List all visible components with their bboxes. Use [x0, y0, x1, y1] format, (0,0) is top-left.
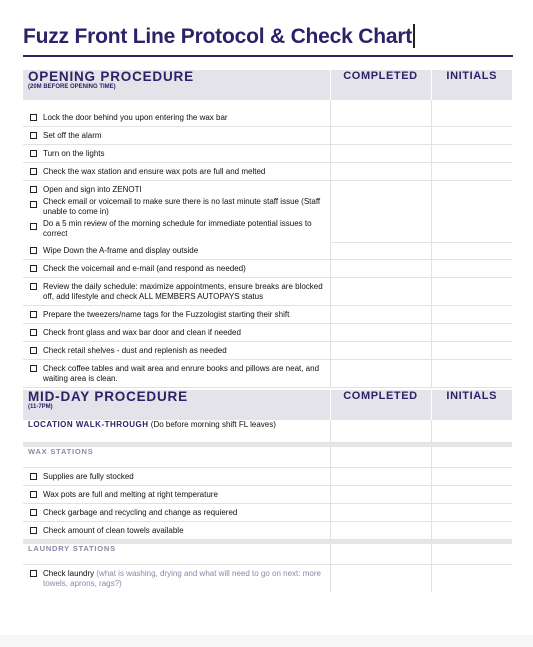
initials-cell[interactable]: [431, 468, 512, 486]
completed-cell[interactable]: [330, 420, 431, 443]
checkbox[interactable]: [30, 570, 37, 577]
initials-cell[interactable]: [431, 306, 512, 324]
checkbox[interactable]: [30, 311, 37, 318]
initials-cell[interactable]: [431, 342, 512, 360]
checkbox[interactable]: [30, 265, 37, 272]
walkthrough-note: (Do before morning shift FL leaves): [150, 420, 276, 429]
completed-cell[interactable]: [330, 181, 431, 243]
initials-cell[interactable]: [431, 145, 512, 163]
initials-cell[interactable]: [431, 504, 512, 522]
checklist-row: [23, 163, 512, 181]
initials-cell[interactable]: [431, 565, 512, 593]
checklist-row: [23, 324, 512, 342]
checklist-row: [23, 504, 512, 522]
item-note: (what is washing, drying and what will need to go on next: more towels, aprons, rags?): [43, 569, 321, 588]
item-text: Check retail shelves - dust and replenish as needed: [43, 346, 227, 355]
checklist-row: [23, 306, 512, 324]
completed-cell[interactable]: [330, 163, 431, 181]
checkbox[interactable]: [30, 527, 37, 534]
item-text: Check coffee tables and wait area and enrure books and pillows are neat, and waiting area is clean.: [43, 364, 320, 383]
checklist-row: [23, 360, 512, 388]
wax-stations-row: [23, 447, 512, 468]
item-text: Open and sign into ZENOTI: [43, 185, 142, 194]
checklist-row: [23, 342, 512, 360]
item-text: Set off the alarm: [43, 131, 102, 140]
item-text: Check the voicemail and e-mail (and respond as needed): [43, 264, 246, 273]
initials-cell[interactable]: [431, 278, 512, 306]
checklist-row: [23, 181, 512, 243]
opening-section-subtitle: (20M BEFORE OPENING TIME): [28, 84, 116, 90]
completed-cell[interactable]: [330, 522, 431, 540]
checklist-row: [23, 260, 512, 278]
item-text: Check garbage and recycling and change as requiered: [43, 508, 238, 517]
checkbox[interactable]: [30, 283, 37, 290]
checklist-row: [23, 145, 512, 163]
item-text: Do a 5 min review of the morning schedule for immediate potential issues to correct: [43, 219, 312, 238]
checklist-row: [23, 468, 512, 486]
checkbox[interactable]: [30, 132, 37, 139]
completed-cell[interactable]: [330, 486, 431, 504]
completed-cell[interactable]: [330, 145, 431, 163]
checklist-row: [23, 522, 512, 540]
walkthrough-label: LOCATION WALK-THROUGH: [28, 420, 149, 429]
completed-cell[interactable]: [330, 306, 431, 324]
item-text: Lock the door behind you upon entering the wax bar: [43, 113, 228, 122]
item-text: Check front glass and wax bar door and clean if needed: [43, 328, 241, 337]
checklist-row: [23, 127, 512, 145]
checkbox[interactable]: [30, 186, 37, 193]
item-text: Wax pots are full and melting at right temperature: [43, 490, 218, 499]
completed-cell[interactable]: [330, 342, 431, 360]
checkbox[interactable]: [30, 329, 37, 336]
item-text: Check email or voicemail to make sure there is no last minute staff issue (Staff unable to come in): [43, 197, 321, 216]
item-text: Prepare the tweezers/name tags for the Fuzzologist starting their shift: [43, 310, 290, 319]
checkbox[interactable]: [30, 114, 37, 121]
completed-column-header: COMPLETED: [330, 70, 431, 100]
midday-procedure-table: [23, 390, 512, 592]
opening-section-title: OPENING PROCEDURE: [28, 69, 194, 84]
item-text: Check laundry: [43, 569, 95, 578]
completed-cell[interactable]: [330, 468, 431, 486]
location-walkthrough-row: [23, 420, 512, 443]
completed-cell[interactable]: [330, 360, 431, 388]
checklist-row: [23, 565, 512, 593]
checkbox[interactable]: [30, 365, 37, 372]
initials-column-header: INITIALS: [431, 390, 512, 420]
initials-cell[interactable]: [431, 242, 512, 260]
initials-cell[interactable]: [431, 324, 512, 342]
checkbox[interactable]: [30, 509, 37, 516]
initials-cell[interactable]: [431, 260, 512, 278]
checkbox[interactable]: [30, 201, 37, 208]
initials-cell[interactable]: [431, 360, 512, 388]
completed-cell[interactable]: [330, 260, 431, 278]
wax-stations-label: WAX STATIONS: [28, 447, 94, 456]
checkbox[interactable]: [30, 347, 37, 354]
initials-cell[interactable]: [431, 127, 512, 145]
midday-section-title: MID-DAY PROCEDURE: [28, 389, 188, 404]
checkbox[interactable]: [30, 150, 37, 157]
item-text: Check amount of clean towels available: [43, 526, 184, 535]
text-cursor: [413, 24, 415, 48]
laundry-stations-label: LAUNDRY STATIONS: [28, 544, 116, 553]
title-underline: [23, 55, 513, 57]
laundry-stations-row: [23, 544, 512, 565]
item-text: Wipe Down the A-frame and display outside: [43, 246, 199, 255]
opening-procedure-table: [23, 70, 512, 388]
item-text: Review the daily schedule: maximize appointments, ensure breaks are blocked off, add lifestyle and check ALL MEMBERS AUTOPAYS status: [43, 282, 323, 301]
document-title: Fuzz Front Line Protocol & Check Chart: [23, 24, 415, 49]
item-text: Turn on the lights: [43, 149, 105, 158]
completed-cell[interactable]: [330, 278, 431, 306]
item-text: Supplies are fully stocked: [43, 472, 134, 481]
completed-cell[interactable]: [330, 127, 431, 145]
completed-cell[interactable]: [330, 100, 431, 127]
midday-section-subtitle: (11-7PM): [28, 404, 53, 410]
initials-cell[interactable]: [431, 522, 512, 540]
checkbox[interactable]: [30, 247, 37, 254]
checkbox[interactable]: [30, 168, 37, 175]
checklist-row: [23, 242, 512, 260]
initials-cell[interactable]: [431, 420, 512, 443]
page-footer-band: [0, 635, 533, 647]
completed-cell[interactable]: [330, 242, 431, 260]
initials-cell[interactable]: [431, 181, 512, 243]
completed-cell[interactable]: [330, 565, 431, 593]
item-text: Check the wax station and ensure wax pots are full and melted: [43, 167, 266, 176]
checkbox[interactable]: [30, 473, 37, 480]
checklist-row: [23, 100, 512, 127]
checklist-row: [23, 278, 512, 306]
completed-column-header: COMPLETED: [330, 390, 431, 420]
checkbox[interactable]: [30, 223, 37, 230]
checklist-row: [23, 486, 512, 504]
checkbox[interactable]: [30, 491, 37, 498]
completed-cell[interactable]: [330, 324, 431, 342]
midday-header-row: [23, 390, 512, 420]
initials-column-header: INITIALS: [431, 70, 512, 100]
opening-header-row: [23, 70, 512, 100]
initials-cell[interactable]: [431, 100, 512, 127]
initials-cell[interactable]: [431, 486, 512, 504]
completed-cell[interactable]: [330, 504, 431, 522]
initials-cell[interactable]: [431, 163, 512, 181]
